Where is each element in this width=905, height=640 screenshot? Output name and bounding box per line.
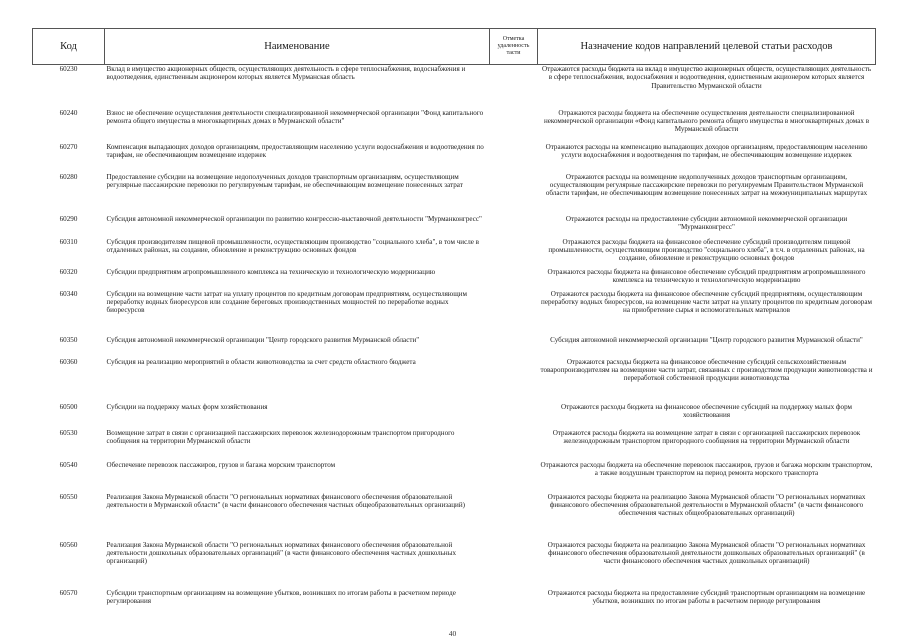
row-purpose: Отражаются расходы бюджета на вклад в имущество акционерных обществ, осуществляющих деятельность в сфере теплоснабжения, водоснабжения и водоотведения, единственным акционером которых является Правительство Мурманской области bbox=[541, 65, 872, 90]
row-code: 60500 bbox=[59, 402, 78, 411]
table-header-row bbox=[33, 29, 876, 65]
row-code: 60550 bbox=[59, 492, 78, 501]
row-flag bbox=[490, 403, 538, 429]
table-row bbox=[33, 268, 876, 290]
row-name: Субсидия на реализацию мероприятий в области животноводства за счет средств областного бюджета bbox=[106, 357, 416, 366]
row-flag bbox=[490, 238, 538, 268]
row-code: 60560 bbox=[59, 540, 78, 549]
row-purpose: Отражаются расходы бюджета на обеспечение перевозок пассажиров, грузов и багажа морским транспортом, а также воздушным транспортом на период ремонта морского транспорта bbox=[540, 460, 873, 477]
row-code: 60570 bbox=[59, 588, 78, 597]
row-code: 60240 bbox=[59, 108, 78, 117]
row-code: 60340 bbox=[59, 289, 78, 298]
row-name: Компенсация выпадающих доходов организациям, предоставляющим населению услуги водоснабжения и водоотведения по тарифам, не обеспечивающим возмещение издержек bbox=[106, 142, 484, 159]
table-row bbox=[33, 589, 876, 613]
row-purpose: Отражаются расходы бюджета на реализацию Закона Мурманской области "О региональных нормативах финансового обеспечения образовательной деятельности в Мурманской области" (в части финансового обеспечения частных общеобразовательных организаций) bbox=[547, 492, 866, 518]
table-row bbox=[33, 238, 876, 268]
row-name: Субсидия производителям пищевой промышленности, осуществляющим производство "социального хлеба", в том числе в отдаленных районах, на создание, обновление и реконструкцию основных фондов bbox=[106, 237, 480, 254]
row-purpose: Отражаются расходы бюджета на финансовое обеспечение субсидий сельскохозяйственным товаропроизводителям на возмещение части затрат, связанных с производством продукции животноводства и переработкой собственной продукции животноводства bbox=[540, 357, 873, 383]
table-row bbox=[33, 429, 876, 461]
row-code: 60290 bbox=[59, 214, 78, 223]
row-purpose: Отражаются расходы бюджета на финансовое обеспечение субсидий производителям пищевой промышленности, осуществляющим производство "социального хлеба", в т.ч. в отдаленных районах, на создание, обновление и реконструкцию основных фондов bbox=[548, 237, 865, 263]
table-row bbox=[33, 215, 876, 238]
row-name: Субсидии на возмещение части затрат на уплату процентов по кредитным договорам предприятиям, осуществляющим переработку водных биоресурсов или создание береговых производственных мощностей по переработке водных биоресурсов bbox=[106, 289, 467, 315]
row-flag bbox=[490, 461, 538, 493]
table-row bbox=[33, 403, 876, 429]
row-name: Субсидия автономной некоммерческой организации "Центр городского развития Мурманской области" bbox=[106, 335, 420, 344]
page-number: 40 bbox=[448, 629, 457, 638]
column-header-purpose: Назначение кодов направлений целевой статьи расходов bbox=[538, 29, 876, 65]
row-flag bbox=[490, 429, 538, 461]
row-flag bbox=[490, 109, 538, 143]
row-flag bbox=[490, 215, 538, 238]
row-code: 60230 bbox=[59, 65, 78, 73]
table-row bbox=[33, 541, 876, 589]
row-purpose: Отражаются расходы бюджета на обеспечение осуществления деятельности специализированной некоммерческой организации «Фонд капитального ремонта общего имущества в многоквартирных домах в Мурманской области bbox=[543, 108, 870, 134]
column-header-flag: Отметка удаленность тасти bbox=[490, 29, 538, 65]
table-row bbox=[33, 290, 876, 336]
table-row bbox=[33, 65, 876, 109]
row-purpose: Отражаются расходы на возмещение недополученных доходов транспортным организациям, осуществляющим регулярные пассажирские перевозки по регулируемым Правительством Мурманской области тарифам, не обеспечивающим возмещение понесенных затрат на межмуниципальных маршрутах bbox=[545, 172, 868, 198]
row-name: Возмещение затрат в связи с организацией пассажирских перевозок железнодорожным транспортом пригородного сообщения на территории Мурманской области bbox=[106, 428, 455, 445]
row-purpose: Отражаются расходы бюджета на реализацию Закона Мурманской области "О региональных нормативах финансового обеспечения образовательной деятельности дошкольных образовательных организаций" (в части финансового обеспечения частных дошкольных организаций) bbox=[547, 540, 866, 566]
row-purpose: Отражаются расходы бюджета на предоставление субсидий транспортным организациям на возмещение убытков, возникших по итогам работы в расчетном периоде регулирования bbox=[547, 588, 866, 605]
table-row bbox=[33, 461, 876, 493]
column-header-name: Наименование bbox=[105, 29, 490, 65]
row-code: 60310 bbox=[59, 237, 78, 246]
document-page bbox=[32, 28, 875, 613]
row-name: Субсидия автономной некоммерческой организации по развитию конгрессно-выставочной деятельности "Мурманконгресс" bbox=[106, 214, 482, 223]
row-name: Субсидии предприятиям агропромышленного комплекса на техническую и технологическую модернизацию bbox=[106, 267, 436, 276]
row-flag bbox=[490, 358, 538, 403]
row-purpose: Отражаются расходы бюджета на финансовое обеспечение субсидий предприятиям агропромышленного комплекса на техническую и технологическую модернизацию bbox=[547, 267, 866, 284]
target-codes-table bbox=[32, 28, 876, 613]
table-row bbox=[33, 336, 876, 358]
row-code: 60280 bbox=[59, 172, 78, 181]
row-purpose: Отражаются расходы бюджета на финансовое обеспечение субсидий предприятиям, осуществляющим переработку водных биоресурсов, на возмещение части затрат на уплату процентов по кредитным договорам на приобретение сырья и вспомогательных материалов bbox=[541, 289, 872, 315]
row-name: Реализация Закона Мурманской области "О региональных нормативах финансового обеспечения образовательной деятельности дошкольных образовательных организаций" (в части финансового обеспечения частных дошкольных организаций) bbox=[106, 540, 457, 566]
row-name: Вклад в имущество акционерных обществ, осуществляющих деятельность в сфере теплоснабжения, водоснабжения и водоотведения, единственным акционером которых является Мурманская область bbox=[106, 65, 466, 82]
row-code: 60540 bbox=[59, 460, 78, 469]
row-purpose: Отражаются расходы бюджета на финансовое обеспечение субсидий на поддержку малых форм хозяйствования bbox=[560, 402, 853, 419]
row-name: Обеспечение перевозок пассажиров, грузов и багажа морским транспортом bbox=[106, 460, 336, 469]
row-code: 60320 bbox=[59, 267, 78, 276]
row-flag bbox=[490, 173, 538, 215]
row-flag bbox=[490, 589, 538, 613]
table-row bbox=[33, 143, 876, 173]
row-flag bbox=[490, 290, 538, 336]
table-row bbox=[33, 358, 876, 403]
row-name: Субсидии на поддержку малых форм хозяйствования bbox=[106, 402, 268, 411]
row-name: Взнос не обеспечение осуществления деятельности специализированной некоммерческой организации "Фонд капитального ремонта общего имущества в многоквартирных домах в Мурманской области" bbox=[106, 108, 484, 125]
row-purpose: Субсидия автономной некоммерческой организации "Центр городского развития Мурманской области" bbox=[550, 335, 863, 344]
row-code: 60270 bbox=[59, 142, 78, 151]
row-flag bbox=[490, 336, 538, 358]
row-flag bbox=[490, 268, 538, 290]
row-code: 60360 bbox=[59, 357, 78, 366]
row-purpose: Отражаются расходы на компенсацию выпадающих доходов организациям, предоставляющим населению услуги водоснабжения и водоотведения по тарифам, не обеспечивающим возмещение издержек bbox=[545, 142, 868, 159]
row-name: Предоставление субсидии на возмещение недополученных доходов транспортным организациям, осуществляющим регулярные пассажирские перевозки по регулируемым тарифам, не обеспечивающим возмещение понесенных затрат bbox=[106, 172, 463, 189]
row-name: Реализация Закона Мурманской области "О региональных нормативах финансового обеспечения образовательной деятельности в Мурманской области" (в части финансового обеспечения частных общеобразовательных организаций) bbox=[106, 492, 465, 509]
row-flag bbox=[490, 541, 538, 589]
row-flag bbox=[490, 65, 538, 109]
row-name: Субсидии транспортным организациям на возмещение убытков, возникших по итогам работы в расчетном периоде регулирования bbox=[106, 588, 456, 605]
row-code: 60530 bbox=[59, 428, 78, 437]
table-row bbox=[33, 173, 876, 215]
column-header-code: Код bbox=[33, 29, 105, 65]
table-row bbox=[33, 109, 876, 143]
row-code: 60350 bbox=[59, 335, 78, 344]
row-purpose: Отражаются расходы на предоставление субсидии автономной некоммерческой организации "Мурманконгресс" bbox=[565, 214, 848, 231]
table-row bbox=[33, 493, 876, 541]
row-purpose: Отражаются расходы бюджета на возмещение затрат в связи с организацией пассажирских перевозок железнодорожным транспортом пригородного сообщения на территории Мурманской области bbox=[552, 428, 861, 445]
row-flag bbox=[490, 493, 538, 541]
row-flag bbox=[490, 143, 538, 173]
